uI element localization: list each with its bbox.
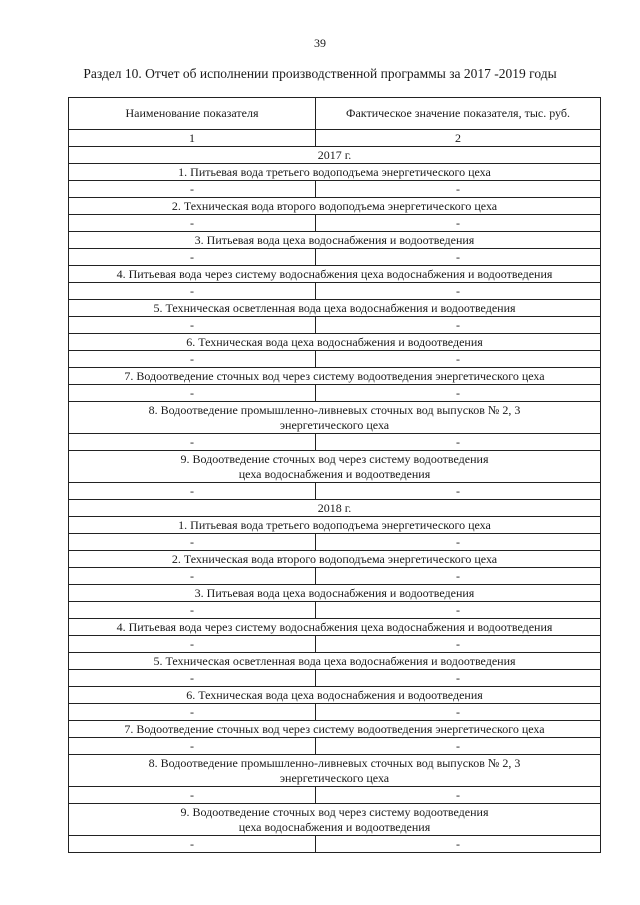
indicator-label: 4. Питьевая вода через систему водоснабжения цеха водоснабжения и водоотведения xyxy=(69,619,601,636)
year-label: 2018 г. xyxy=(69,500,601,517)
indicator-row xyxy=(69,653,601,670)
indicator-label: 2. Техническая вода второго водоподъема энергетического цеха xyxy=(69,198,601,215)
value-cell-col2: - xyxy=(316,704,601,721)
indicator-row xyxy=(69,300,601,317)
value-cell-col1: - xyxy=(69,836,316,853)
indicator-row xyxy=(69,517,601,534)
year-label: 2017 г. xyxy=(69,147,601,164)
value-row xyxy=(69,351,601,368)
indicator-label: 7. Водоотведение сточных вод через систему водоотведения энергетического цеха xyxy=(69,721,601,738)
year-row xyxy=(69,147,601,164)
value-cell-col2: - xyxy=(316,836,601,853)
indicator-row xyxy=(69,755,601,787)
value-cell-col1: - xyxy=(69,215,316,232)
value-cell-col1: - xyxy=(69,181,316,198)
report-table xyxy=(68,97,601,853)
value-row xyxy=(69,534,601,551)
value-cell-col1: - xyxy=(69,385,316,402)
value-cell-col2: - xyxy=(316,787,601,804)
value-cell-col1: - xyxy=(69,534,316,551)
table-header-row xyxy=(69,98,601,130)
indicator-label: 5. Техническая осветленная вода цеха водоснабжения и водоотведения xyxy=(69,300,601,317)
value-row xyxy=(69,602,601,619)
indicator-label: 6. Техническая вода цеха водоснабжения и водоотведения xyxy=(69,334,601,351)
value-cell-col2: - xyxy=(316,385,601,402)
value-cell-col1: - xyxy=(69,787,316,804)
value-row xyxy=(69,670,601,687)
value-cell-col2: - xyxy=(316,283,601,300)
value-cell-col2: - xyxy=(316,568,601,585)
indicator-row xyxy=(69,451,601,483)
indicator-row xyxy=(69,164,601,181)
value-row xyxy=(69,249,601,266)
value-row xyxy=(69,738,601,755)
page-number: 39 xyxy=(314,36,326,50)
value-cell-col2: - xyxy=(316,434,601,451)
report-table-body xyxy=(69,98,601,853)
value-cell-col1: - xyxy=(69,317,316,334)
indicator-label: 9. Водоотведение сточных вод через систему водоотведения цеха водоснабжения и водоотведения xyxy=(69,451,601,483)
indicator-row xyxy=(69,619,601,636)
value-cell-col1: - xyxy=(69,351,316,368)
indicator-label: 1. Питьевая вода третьего водоподъема энергетического цеха xyxy=(69,517,601,534)
indicator-label: 3. Питьевая вода цеха водоснабжения и водоотведения xyxy=(69,585,601,602)
value-cell-col2: - xyxy=(316,317,601,334)
year-row xyxy=(69,500,601,517)
value-row xyxy=(69,385,601,402)
value-cell-col2: - xyxy=(316,249,601,266)
indicator-row xyxy=(69,804,601,836)
value-cell-col2: - xyxy=(316,351,601,368)
value-cell-col1: - xyxy=(69,738,316,755)
value-cell-col2: - xyxy=(316,670,601,687)
value-row xyxy=(69,317,601,334)
value-cell-col1: - xyxy=(69,602,316,619)
indicator-label: 9. Водоотведение сточных вод через систему водоотведения цеха водоснабжения и водоотведения xyxy=(69,804,601,836)
indicator-row xyxy=(69,368,601,385)
value-row xyxy=(69,283,601,300)
value-cell-col1: - xyxy=(69,568,316,585)
value-row xyxy=(69,483,601,500)
column-number-2: 2 xyxy=(316,130,601,147)
header-indicator-name: Наименование показателя xyxy=(69,98,316,130)
value-cell-col2: - xyxy=(316,636,601,653)
value-row xyxy=(69,568,601,585)
indicator-label: 1. Питьевая вода третьего водоподъема энергетического цеха xyxy=(69,164,601,181)
value-row xyxy=(69,787,601,804)
indicator-label: 8. Водоотведение промышленно-ливневых сточных вод выпусков № 2, 3 энергетического цеха xyxy=(69,755,601,787)
indicator-row xyxy=(69,687,601,704)
indicator-row xyxy=(69,551,601,568)
value-row xyxy=(69,434,601,451)
indicator-row xyxy=(69,266,601,283)
value-row xyxy=(69,636,601,653)
indicator-label: 8. Водоотведение промышленно-ливневых сточных вод выпусков № 2, 3 энергетического цеха xyxy=(69,402,601,434)
indicator-label: 5. Техническая осветленная вода цеха водоснабжения и водоотведения xyxy=(69,653,601,670)
value-row xyxy=(69,836,601,853)
value-cell-col1: - xyxy=(69,670,316,687)
table-column-numbers-row xyxy=(69,130,601,147)
section-title: Раздел 10. Отчет об исполнении производственной программы за 2017 -2019 годы xyxy=(83,66,557,81)
value-cell-col1: - xyxy=(69,483,316,500)
value-cell-col2: - xyxy=(316,738,601,755)
indicator-label: 3. Питьевая вода цеха водоснабжения и водоотведения xyxy=(69,232,601,249)
value-cell-col1: - xyxy=(69,249,316,266)
indicator-row xyxy=(69,402,601,434)
value-cell-col2: - xyxy=(316,483,601,500)
value-cell-col1: - xyxy=(69,283,316,300)
value-row xyxy=(69,704,601,721)
value-cell-col1: - xyxy=(69,704,316,721)
column-number-1: 1 xyxy=(69,130,316,147)
indicator-row xyxy=(69,585,601,602)
value-cell-col2: - xyxy=(316,602,601,619)
value-cell-col2: - xyxy=(316,215,601,232)
value-row xyxy=(69,181,601,198)
indicator-label: 4. Питьевая вода через систему водоснабжения цеха водоснабжения и водоотведения xyxy=(69,266,601,283)
indicator-row xyxy=(69,232,601,249)
indicator-row xyxy=(69,334,601,351)
value-row xyxy=(69,215,601,232)
value-cell-col1: - xyxy=(69,434,316,451)
value-cell-col2: - xyxy=(316,181,601,198)
header-actual-value: Фактическое значение показателя, тыс. руб. xyxy=(316,98,601,130)
value-cell-col2: - xyxy=(316,534,601,551)
indicator-label: 6. Техническая вода цеха водоснабжения и водоотведения xyxy=(69,687,601,704)
indicator-label: 2. Техническая вода второго водоподъема энергетического цеха xyxy=(69,551,601,568)
indicator-label: 7. Водоотведение сточных вод через систему водоотведения энергетического цеха xyxy=(69,368,601,385)
indicator-row xyxy=(69,721,601,738)
indicator-row xyxy=(69,198,601,215)
value-cell-col1: - xyxy=(69,636,316,653)
